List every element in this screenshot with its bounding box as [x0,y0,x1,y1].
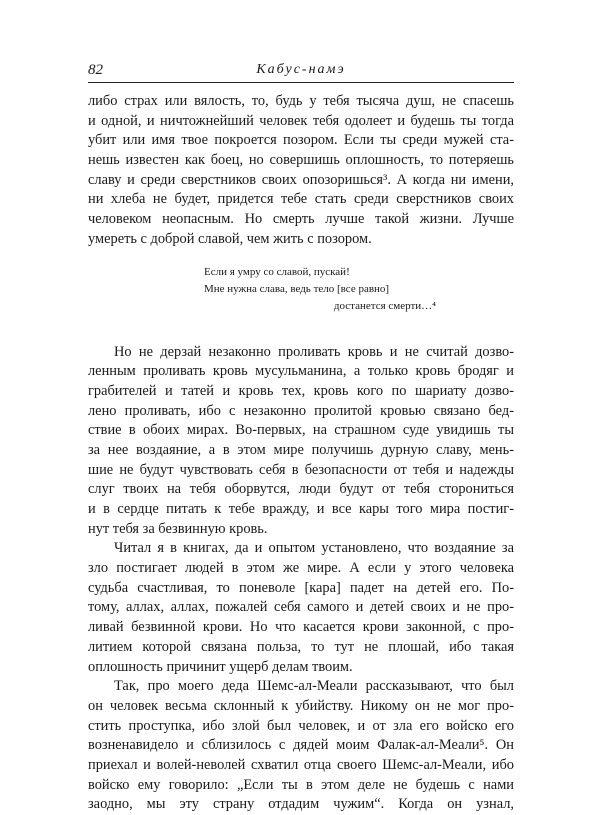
text-line: литием которой связана польза, то тут не плошай, ибо такая [88,638,514,655]
text-line: человеком неопасным. Но смерть лучше такой жизни. Лучше [88,211,514,228]
verse-quote [204,264,436,315]
text-line: славу и среди сверстников своих опозоришься³. А когда ни имени, [88,171,514,188]
text-line: умереть с доброй славой, чем жить с позором. [88,230,372,247]
text-line: нешь известен как боец, но совершишь оплошность, то потеряешь [88,152,514,169]
text-line: шие не будут чувствовать себя в безопасности от тебя и надежды [88,461,514,478]
text-line: слуг твоих на тебя оборвутся, люди будут от тебя сторониться [88,481,514,498]
text-line: Так, про моего деда Шемс-ал-Меали рассказывают, что был [114,678,514,695]
text-line: он человек весьма склонный к убийству. Никому он не мог про- [88,697,514,714]
paragraph-1 [88,92,514,250]
text-line: и одной, и ничтожнейший человек тебя одолеет и будешь ты тогда [88,112,514,129]
text-line: зло постигает людей в этом же мире. А если у этого человека [88,560,514,577]
text-line: убит или имя твое покроется позором. Если ты среди мужей ста- [88,132,514,149]
text-line: ствие в обоих мирах. Во-первых, на страшном суде увидишь ты [88,422,514,439]
text-line: и в сердце питать к тебе вражду, и все кары того мира постиг- [88,501,514,517]
text-line: заодно, мы эту страну отдадим чужим“. Когда он узнал, [88,796,514,813]
text-line: ливай безвинной крови. Но что касается крови законной, с про- [88,619,514,636]
text-line: ни хлеба не будет, придется тебе стать среди сверстников своих [88,191,514,208]
body-text [88,92,514,815]
verse-line: Мне нужна слава, ведь тело [все равно] [204,282,390,295]
text-line: либо страх или вялость, то, будь у тебя тысяча душ, не спасешь [88,93,514,109]
paragraph-3 [88,539,514,677]
page-number: 82 [88,62,103,78]
running-header [88,60,514,83]
paragraph-4 [88,677,514,815]
text-line: стить проступка, ибо злой был человек, и от зла его войско его [88,717,514,734]
text-line: за нее воздаяние, а в этом мире получишь дурную славу, мень- [88,441,514,458]
running-title: Кабус-намэ [256,62,346,77]
text-line: оплошность причинит ущерб делам твоим. [88,658,353,675]
text-line: нут тебя за безвинную кровь. [88,520,268,537]
text-line: ленным проливать кровь мусульманина, а только кровь бродяг и [88,363,514,380]
text-line: войско ему говорило: „Если ты в этом деле не будешь с нами [88,776,514,793]
text-line: грабителей и татей и кровь тех, кровь кого по шариату дозво- [88,382,514,399]
verse-line: достанется смерти…⁴ [333,299,436,312]
text-line: Но не дерзай незаконно проливать кровь и не считай дозво- [114,343,514,360]
text-line: возненавидело и сблизилось с дядей моим Фалак-ал-Меали⁵. Он [88,737,514,754]
paragraph-2 [88,343,514,540]
text-line: тому, аллах, аллах, пожалей себя самого и детей своих и не про- [88,599,514,616]
text-line: судьба счастливая, то поневоле [кара] падет на детей его. По- [88,579,514,596]
text-line: приехал и волей-неволей схватил отца своего Шемс-ал-Меали, ибо [88,756,514,773]
text-line: Читал я в книгах, да и опытом установлено, что воздаяние за [114,540,514,557]
text-line: лено проливать, ибо с незаконно пролитой кровью связано бед- [88,402,514,419]
verse-line: Если я умру со славой, пускай! [204,265,350,278]
